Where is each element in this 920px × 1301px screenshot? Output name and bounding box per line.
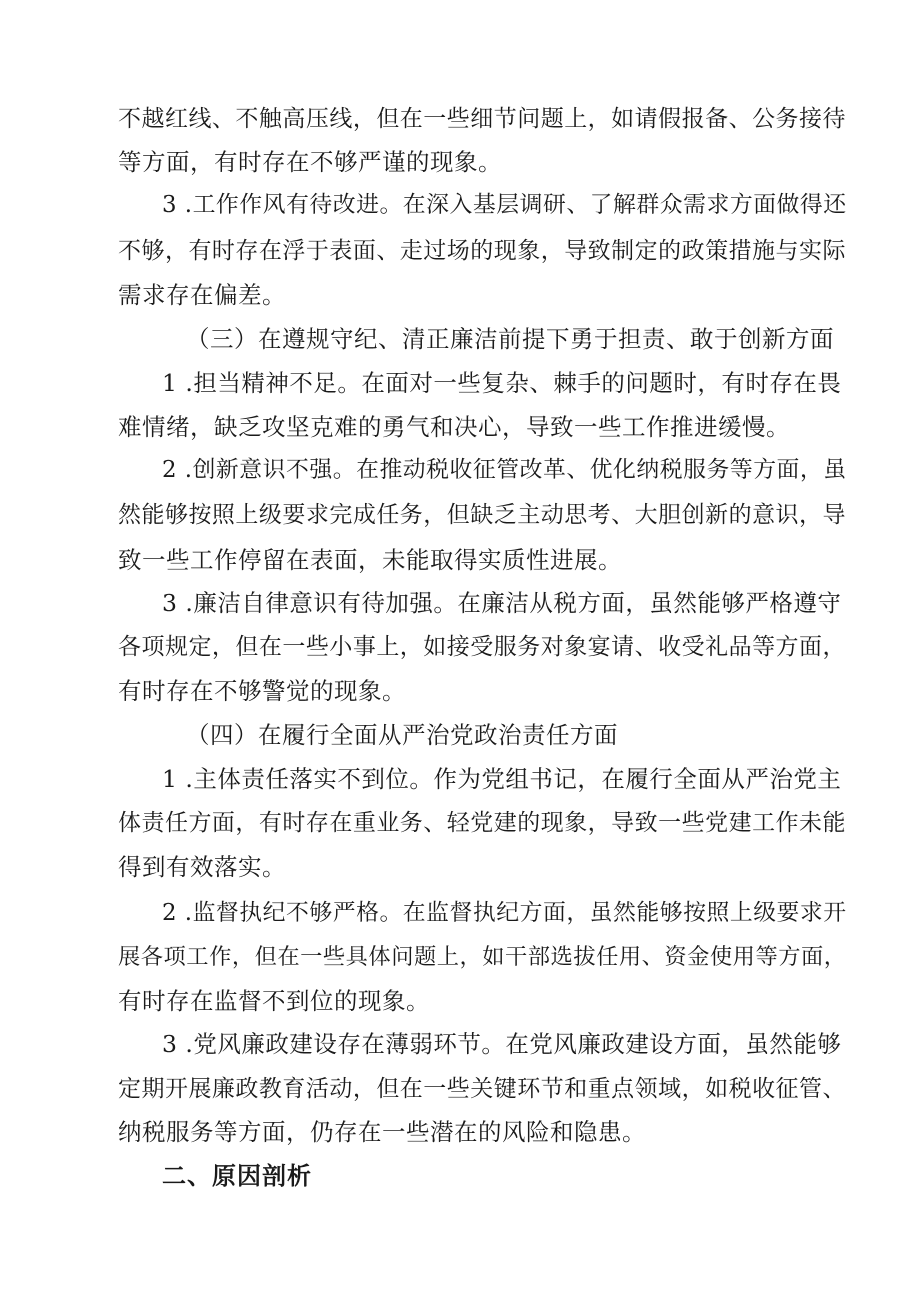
text-line: 致一些工作停留在表面，未能取得实质性进展。 xyxy=(118,546,622,574)
text-line: 3 .工作作风有待改进。在深入基层调研、了解群众需求方面做得还 xyxy=(162,192,847,218)
subsection-heading: （四）在履行全面从严治党政治责任方面 xyxy=(186,721,618,749)
text-line: 不越红线、不触高压线，但在一些细节问题上，如请假报备、公务接待 xyxy=(118,106,847,132)
text-line: 各项规定，但在一些小事上，如接受服务对象宴请、收受礼品等方面， xyxy=(118,634,847,660)
text-line: 难情绪，缺乏攻坚克难的勇气和决心，导致一些工作推进缓慢。 xyxy=(118,413,790,441)
text-line: 体责任方面，有时存在重业务、轻党建的现象，导致一些党建工作未能 xyxy=(118,810,847,836)
text-line: 1 .主体责任落实不到位。作为党组书记，在履行全面从严治党主 xyxy=(162,765,842,793)
section-heading: 二、原因剖析 xyxy=(162,1162,312,1190)
text-line: 3 .廉洁自律意识有待加强。在廉洁从税方面，虽然能够严格遵守 xyxy=(162,589,842,617)
text-line: 有时存在监督不到位的现象。 xyxy=(118,987,430,1015)
text-line: 1 .担当精神不足。在面对一些复杂、棘手的问题时，有时存在畏 xyxy=(162,369,842,397)
text-line: 得到有效落实。 xyxy=(118,853,286,881)
text-line: 2 .监督执纪不够严格。在监督执纪方面，虽然能够按照上级要求开 xyxy=(162,900,847,926)
subsection-heading: （三）在遵规守纪、清正廉洁前提下勇于担责、敢于创新方面 xyxy=(186,325,834,353)
text-line: 等方面，有时存在不够严谨的现象。 xyxy=(118,148,502,176)
text-line: 然能够按照上级要求完成任务，但缺乏主动思考、大胆创新的意识，导 xyxy=(118,502,847,528)
text-line: 2 .创新意识不强。在推动税收征管改革、优化纳税服务等方面，虽 xyxy=(162,457,847,483)
text-line: 定期开展廉政教育活动，但在一些关键环节和重点领域，如税收征管、 xyxy=(118,1076,847,1102)
text-line: 需求存在偏差。 xyxy=(118,281,286,309)
text-line: 纳税服务等方面，仍存在一些潜在的风险和隐患。 xyxy=(118,1118,646,1146)
text-line: 展各项工作，但在一些具体问题上，如干部选拔任用、资金使用等方面， xyxy=(118,944,847,970)
text-line: 不够，有时存在浮于表面、走过场的现象，导致制定的政策措施与实际 xyxy=(118,238,847,264)
text-line: 3 .党风廉政建设存在薄弱环节。在党风廉政建设方面，虽然能够 xyxy=(162,1030,842,1058)
text-line: 有时存在不够警觉的现象。 xyxy=(118,677,406,705)
